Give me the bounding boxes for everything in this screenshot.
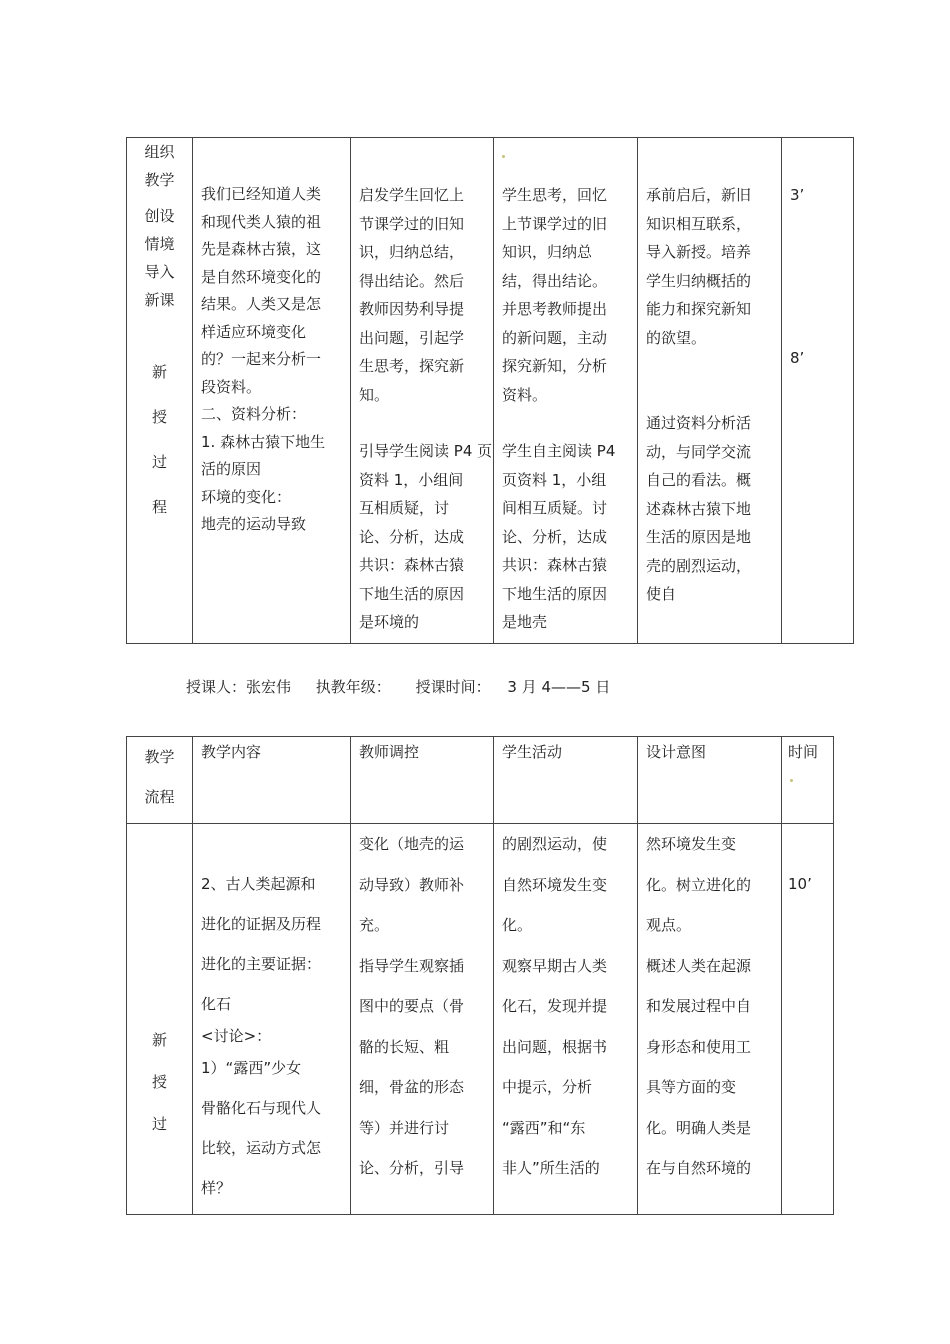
content-line: 先是森林古猿，这 [201,240,322,258]
teacher-line: 共识：森林古猿 [359,556,465,574]
student-line: 化石，发现并提 [502,997,608,1015]
content-line: 2、古人类起源和 [201,875,316,893]
teacher-line: 等）并进行讨 [359,1118,450,1137]
design-line: 生活的原因是地 [646,528,752,546]
date-value: 3 月 4——5 日 [507,678,611,696]
content-line: 比较，运动方式怎 [201,1139,322,1157]
design-line: 在与自然环境的 [646,1159,752,1177]
student-line: 资料。 [502,385,548,404]
content-line: 和现代类人猿的祖 [201,212,322,231]
content-line: 二、资料分析： [201,405,307,423]
design-line: 使自 [646,585,677,603]
lesson-table-2 [126,736,834,1215]
teacher-line: 教师因势利导提 [359,300,465,318]
header-label: 教师调控 [359,743,420,761]
flow-line: 新 [151,363,167,381]
teacher-line: 细，骨盆的形态 [359,1078,465,1096]
design-line: 化。明确人类是 [646,1118,752,1137]
time-value: 3’ [790,186,805,204]
flow-line: 新课 [144,291,175,309]
header-flow [127,737,193,824]
content-line: 样适应环境变化 [201,322,307,341]
teacher-line: 充。 [359,916,390,934]
flow-line: 导入 [144,263,175,281]
teacher-line: 启发学生回忆上 [359,186,465,204]
time-value: 8’ [790,348,805,367]
student-line: 是地壳 [502,613,548,631]
design-line: 化。树立进化的 [646,875,752,894]
content-line: 环境的变化： [201,487,292,506]
teacher-line: 出问题，引起学 [359,328,465,347]
header-student [494,737,638,824]
student-line: 页资料 1，小组 [502,470,607,489]
flow-line: 创设 [144,207,175,225]
teacher-cell [351,138,494,644]
teacher-line: 知。 [359,385,390,404]
teacher-cell [351,824,494,1215]
design-line: 壳的剧烈运动， [646,556,752,575]
student-line: 中提示，分析 [502,1078,593,1096]
design-line: 述森林古猿下地 [646,499,752,518]
teacher-line: 动导致）教师补 [359,875,465,894]
content-cell [193,138,351,644]
teacher-name: 授课人：张宏伟 [186,678,292,696]
content-line: 样？ [201,1179,232,1197]
teacher-line: 图中的要点（骨 [359,997,465,1015]
student-line: 上节课学过的旧 [502,214,608,233]
header-label: 学生活动 [502,743,563,761]
student-line: 共识：森林古猿 [502,556,608,574]
student-line: 自然环境发生变 [502,875,608,894]
teacher-line: 论、分析，引导 [359,1159,465,1177]
body-row [127,824,834,1215]
teacher-line: 节课学过的旧知 [359,214,465,233]
header-label: 设计意图 [646,743,707,761]
content-line: 1）“露西”少女 [201,1059,302,1077]
student-line: 学生思考，回忆 [502,186,608,204]
header-label: 时间 [788,743,819,761]
flow-line: 组织 [144,143,175,161]
design-cell [638,138,782,644]
student-line: 化。 [502,916,533,934]
design-line: 具等方面的变 [646,1078,737,1096]
header-flow-line: 流程 [144,788,175,806]
design-line: 和发展过程中自 [646,997,752,1015]
teacher-line: 骼的长短、粗 [359,1037,450,1056]
content-line: 我们已经知道人类 [201,185,322,203]
grade-label: 执教年级： [315,678,391,696]
flow-line: 情境 [144,235,175,253]
design-line: 通过资料分析活 [646,414,752,432]
content-line: 地壳的运动导致 [201,515,307,533]
teacher-line: 互相质疑，讨 [359,499,450,517]
student-line: 结，得出结论。 [502,271,608,290]
design-line: 动，与同学交流 [646,442,752,461]
teacher-line: 下地生活的原因 [359,584,465,603]
lesson-info [186,676,630,697]
design-line: 自己的看法。概 [646,471,752,489]
flow-line: 过 [151,1115,167,1133]
flow-cell [127,138,193,644]
student-line: 下地生活的原因 [502,584,608,603]
content-line: 段资料。 [201,377,262,396]
header-teacher [351,737,494,824]
content-line: 化石 [201,995,232,1013]
teacher-line: 得出结论。然后 [359,271,465,290]
content-line: 1. 森林古猿下地生 [201,432,326,451]
content-line: 结果。人类又是怎 [201,295,322,313]
content-line: <讨论>： [201,1027,272,1045]
content-cell [193,824,351,1215]
teacher-line: 生思考，探究新 [359,357,465,375]
speck-mark [790,779,793,782]
student-line: 出问题，根据书 [502,1037,608,1056]
design-line: 的欲望。 [646,328,707,347]
time-value: 10’ [788,875,812,893]
header-flow-line: 教学 [144,748,175,766]
design-line: 观点。 [646,916,692,934]
design-line: 概述人类在起源 [646,956,752,975]
header-label: 教学内容 [201,743,262,761]
teacher-line: 变化（地壳的运 [359,835,465,853]
design-line: 导入新授。培养 [646,243,752,261]
student-line: 并思考教师提出 [502,300,608,318]
student-line: 观察早期古人类 [502,956,608,975]
design-line: 知识相互联系， [646,214,752,233]
teacher-line: 资料 1，小组间 [359,470,464,489]
student-line: 学生自主阅读 P4 [502,442,616,460]
flow-line: 授 [151,1073,167,1091]
student-line: 的新问题，主动 [502,328,608,347]
design-line: 然环境发生变 [646,835,737,853]
content-line: 进化的证据及历程 [201,915,322,933]
content-line: 的？一起来分析一 [201,350,322,368]
student-line: “露西”和“东 [502,1118,586,1137]
design-cell [638,824,782,1215]
student-cell [494,824,638,1215]
flow-line: 新 [151,1031,167,1049]
student-line: 的剧烈运动，使 [502,835,608,853]
teacher-line: 是环境的 [359,613,420,631]
content-line: 骨骼化石与现代人 [201,1099,322,1117]
design-line: 承前启后，新旧 [646,186,752,204]
flow-line: 程 [151,498,167,516]
design-line: 能力和探究新知 [646,300,752,318]
flow-line: 过 [151,453,167,471]
content-line: 进化的主要证据： [201,955,322,973]
design-line: 身形态和使用工 [646,1037,752,1056]
lesson-table-1 [126,137,854,644]
student-line: 非人”所生活的 [502,1159,600,1177]
student-line: 探究新知，分析 [502,357,608,375]
time-cell [782,138,854,644]
teacher-line: 引导学生阅读 P4 页 [359,442,493,460]
teacher-line: 指导学生观察插 [359,956,465,975]
time-cell [782,824,834,1215]
flow-line: 教学 [144,171,175,189]
date-label: 授课时间： [415,678,491,696]
header-row [127,737,834,824]
flow-line: 授 [151,408,167,426]
teacher-line: 识，归纳总结， [359,243,465,261]
student-line: 知识，归纳总 [502,243,593,261]
teacher-line: 论、分析，达成 [359,527,465,546]
student-line: 间相互质疑。讨 [502,499,608,517]
design-line: 学生归纳概括的 [646,271,752,290]
student-line: 论、分析，达成 [502,527,608,546]
content-line: 是自然环境变化的 [201,267,322,286]
speck-mark [502,155,505,158]
header-content [193,737,351,824]
flow-cell [127,824,193,1215]
content-line: 活的原因 [201,460,262,478]
header-design [638,737,782,824]
student-cell [494,138,638,644]
